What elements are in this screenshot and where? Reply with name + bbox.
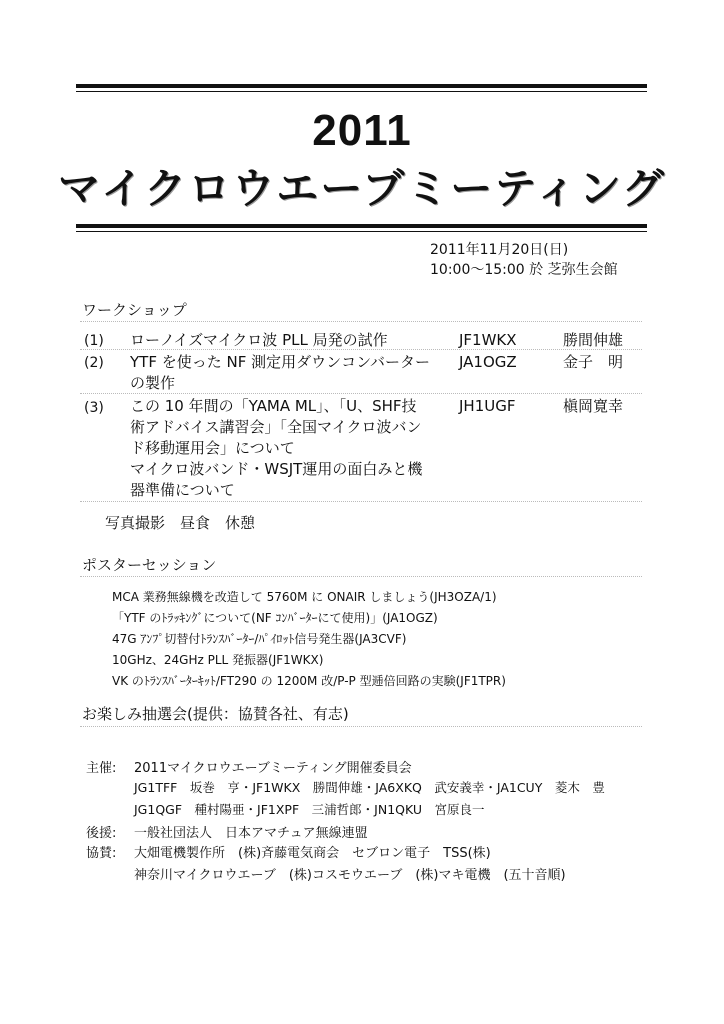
poster-heading: ポスターセッション — [82, 556, 217, 574]
item-title: YTF を使った NF 測定用ダウンコンバーター — [130, 353, 431, 371]
poster-item: VK のﾄﾗﾝｽﾊﾞｰﾀｰｷｯﾄ/FT290 の 1200M 改/P-P 型逓倍回路の実験(JF1TPR) — [112, 674, 506, 688]
item-callsign: JA1OGZ — [459, 353, 517, 371]
item-callsign: JH1UGF — [459, 397, 516, 415]
support-label: 後援: — [86, 826, 117, 841]
divider — [80, 321, 642, 322]
title-name: マイクロウエーブミーティング — [57, 164, 667, 213]
bottom-rule-thin — [76, 231, 647, 232]
item-title: 術アドバイス講習会」「全国マイクロ波バン — [130, 418, 422, 436]
divider — [80, 349, 642, 350]
item-presenter: 金子 明 — [563, 353, 624, 371]
bottom-rule-thick — [76, 224, 647, 228]
item-title: この 10 年間の「YAMA ML」、「U、SHF技 — [130, 397, 417, 415]
lottery-line: お楽しみ抽選会(提供：協賛各社、有志) — [82, 705, 349, 723]
item-callsign: JF1WKX — [459, 331, 517, 349]
poster-item: MCA 業務無線機を改造して 5760M に ONAIR しましょう(JH3OZA/1) — [112, 590, 497, 604]
sponsor-label: 協賛: — [86, 846, 117, 861]
title-year: 2011 — [312, 106, 412, 155]
sponsor-list: 大畑電機製作所 (株)斉藤電気商会 セブロン電子 TSS(株) — [134, 846, 491, 861]
item-title: ド移動運用会」について — [130, 439, 295, 457]
divider — [80, 393, 642, 394]
item-title: マイクロ波バンド・WSJT運用の面白みと機 — [130, 460, 423, 478]
committee-members: JG1QGF 種村陽亜・JF1XPF 三浦哲郎・JN1QKU 宮原良一 — [134, 802, 485, 817]
item-title: ローノイズマイクロ波 PLL 局発の試作 — [130, 331, 388, 349]
poster-item: 10GHz、24GHz PLL 発振器(JF1WKX) — [112, 653, 324, 667]
poster-item: 「YTF のﾄﾗｯｷﾝｸﾞについて(NF ｺﾝﾊﾞｰﾀｰにて使用)」(JA1OGZ) — [112, 611, 438, 625]
item-number: (1) — [84, 333, 104, 349]
event-date: 2011年11月20日(日) — [430, 242, 569, 258]
item-number: (3) — [84, 400, 104, 416]
divider — [80, 576, 642, 577]
host-label: 主催: — [86, 761, 117, 776]
item-number: (2) — [84, 355, 104, 371]
divider — [80, 501, 642, 502]
item-title: の製作 — [130, 374, 176, 392]
support-name: 一般社団法人 日本アマチュア無線連盟 — [134, 826, 368, 841]
top-rule-thin — [76, 91, 647, 92]
top-rule-thick — [76, 84, 647, 88]
event-time-venue: 10:00～15:00 於 芝弥生会館 — [430, 262, 618, 278]
workshop-heading: ワークショップ — [82, 301, 187, 319]
item-presenter: 槇岡寛幸 — [563, 397, 624, 415]
poster-item: 47G ｱﾝﾌﾟ切替付ﾄﾗﾝｽﾊﾞｰﾀｰ/ﾊﾟｲﾛｯﾄ信号発生器(JA3CVF) — [112, 632, 407, 646]
item-presenter: 勝間伸雄 — [563, 331, 624, 349]
divider — [80, 726, 642, 727]
committee-members: JG1TFF 坂巻 亨・JF1WKX 勝間伸雄・JA6XKQ 武安義幸・JA1CUY 菱木 豊 — [134, 780, 605, 795]
host-name: 2011マイクロウエーブミーティング開催委員会 — [134, 761, 412, 776]
sponsor-list: 神奈川マイクロウエーブ (株)コスモウエーブ (株)マキ電機 (五十音順) — [134, 868, 566, 883]
item-title: 器準備について — [130, 481, 235, 499]
break-line: 写真撮影 昼食 休憩 — [105, 514, 256, 532]
